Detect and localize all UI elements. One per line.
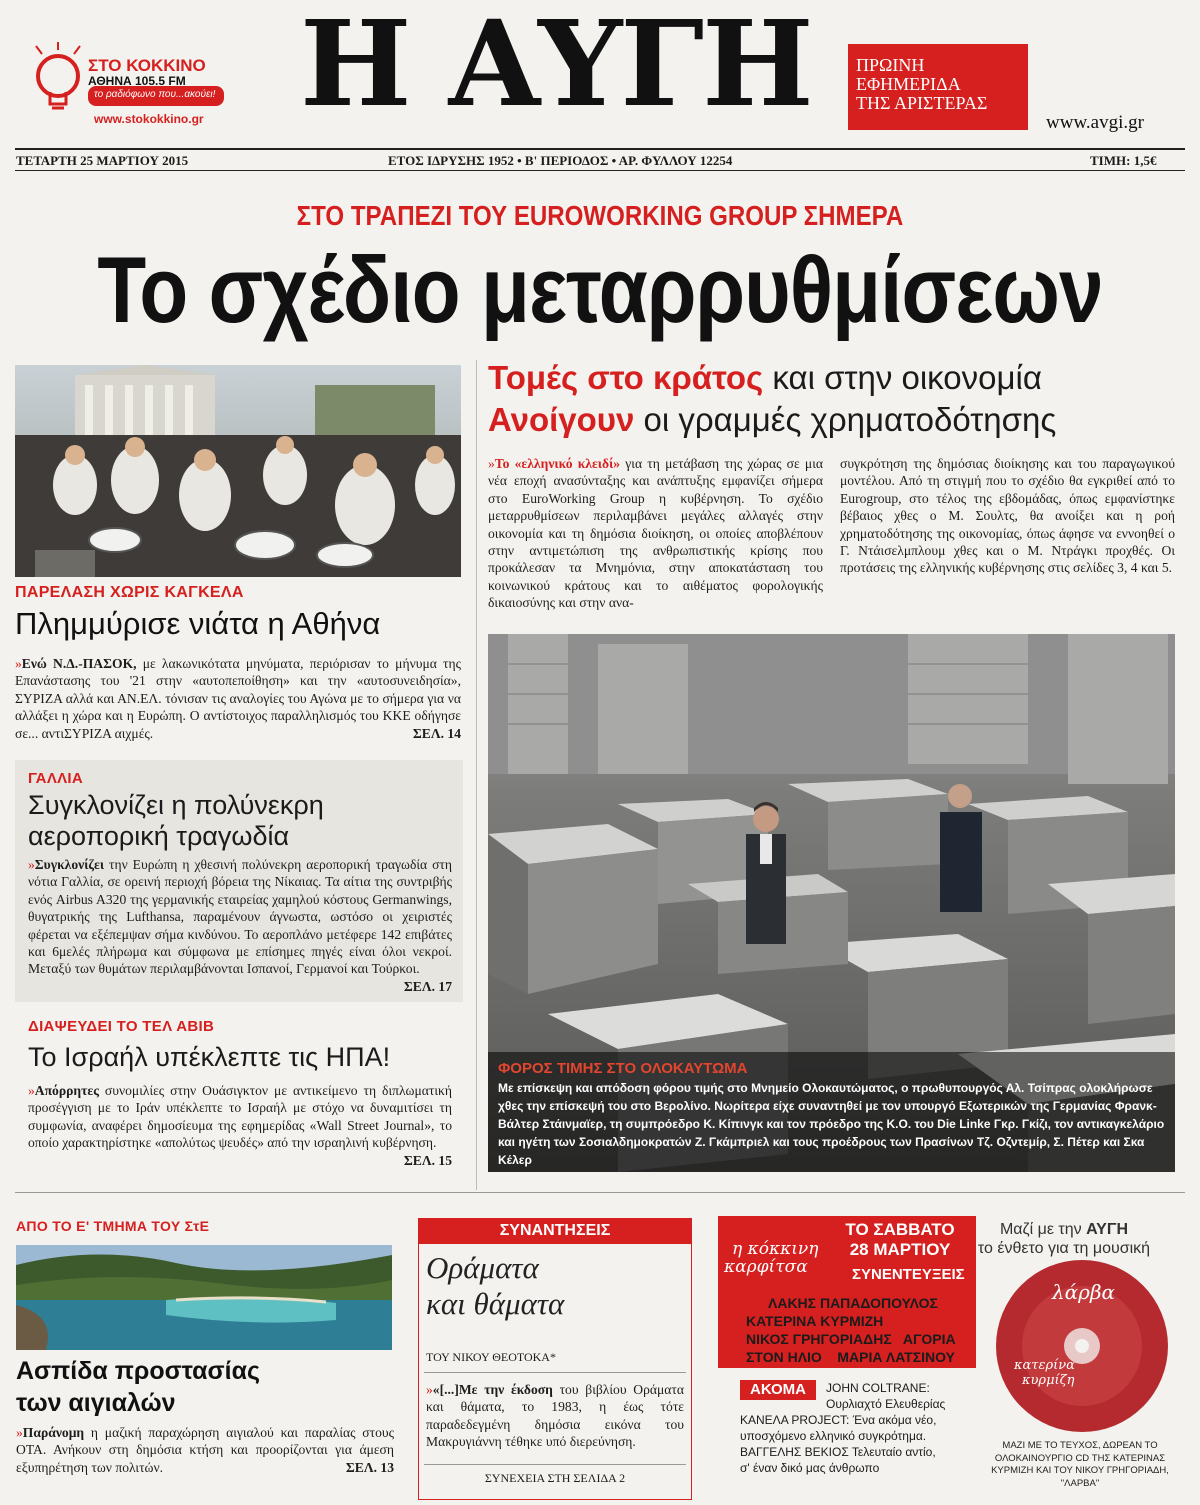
- meetings-lead-word: «[...]Με την έκδοση: [432, 1382, 553, 1397]
- subhead-1[interactable]: [488, 358, 1042, 398]
- beach-page-ref[interactable]: ΣΕΛ. 13: [345, 1459, 394, 1475]
- subhead-2-rest: οι γραμμές χρηματοδότησης: [634, 401, 1057, 438]
- promo-date-line-1: ΤΟ ΣΑΒΒΑΤΟ: [845, 1220, 955, 1239]
- arrow-icon: »: [16, 1425, 23, 1440]
- interview-name: ΑΓΟΡΙΑ: [902, 1331, 956, 1347]
- cd-disc[interactable]: [994, 1258, 1170, 1434]
- bulb-icon: [38, 56, 78, 96]
- cd-artist: [1014, 1358, 1075, 1388]
- tagline-box: [848, 44, 1028, 130]
- interview-name: ΜΑΡΙΑ ΛΑΤΣΙΝΟΥ: [837, 1349, 955, 1365]
- meetings-text: του βιβλίου Οράματα και θάματα, το 1983, η έως τότε παραδεδεγμένη δημόσια εικόνα του Μακρυγιάννη τέθηκε υπό διερεύνηση.: [426, 1382, 684, 1450]
- arrow-icon: »: [488, 456, 495, 471]
- main-body-col-2: συγκρότηση της δημόσιας διοίκησης και του παραγωγικού μοντέλου. Από τη στιγμή που το σχέδιο θα εγκριθεί από το Eurogroup, στο τέλος της εβδομάδας, όπως εμφανίστηκε βέβαιος χθες ο Μ. Σουλτς, θα ανοίξει και η ροή χρηματοδότησης της οικονομίας, όπως άφησε να εννοηθεί ο Γ. Ντάισελμπλουμ χθες και ο Μ. Ντράγκι προχθές. Οι προτάσεις της ελληνικής κυβέρνησης στις σελίδες 3, 4 και 5.: [840, 456, 1175, 576]
- israel-body: [28, 1082, 452, 1169]
- france-text: την Ευρώπη η χθεσινή πολύνεκρη αεροπορική τραγωδία στη νότια Γαλλία, σε ορεινή περιοχή βόρεια της Νίκαιας. Τα αίτια της συντριβής ενός Airbus A320 της γερμανικής εταιρείας χαμηλού κόστους Germanwings, θυγατρικής της Lufthansa, παραμένουν άγνωστα, ωστόσο οι χειριστές φέρεται να εξέπεμψαν σήμα κινδύνου. Το αεροπλάνο μετέφερε 142 επιβάτες και 6μελές πλήρωμα και σύμφωνα με επίσημες πηγές είναι όλοι νεκροί. Μεταξύ των θυμάτων περιλαμβάνονται Ισπανοί, Γερμανοί και Τούρκοι.: [28, 857, 452, 977]
- france-page-ref[interactable]: ΣΕΛ. 17: [403, 978, 452, 994]
- subhead-2[interactable]: [488, 400, 1056, 440]
- main-kicker: ΣΤΟ ΤΡΑΠΕΖΙ ΤΟΥ EUROWORKING GROUP ΣΗΜΕΡΑ: [296, 200, 904, 231]
- interview-name: ΣΤΟΝ ΗΛΙΟ: [746, 1349, 822, 1365]
- beach-lead-word: Παράνομη: [22, 1425, 85, 1440]
- header-rule-bottom: [15, 170, 1185, 171]
- column-divider: [476, 360, 477, 1190]
- interview-name: ΝΙΚΟΣ ΓΡΗΓΟΡΙΑΔΗΣ: [746, 1331, 892, 1347]
- interview-name: ΚΑΤΕΡΙΝΑ ΚΥΡΜΙΖΗ: [746, 1313, 884, 1329]
- also-item: JOHN COLTRANE:: [826, 1381, 930, 1395]
- also-item: ΚΑΝΕΛΑ PROJECT: Ένα ακόμα νέο,: [740, 1413, 937, 1427]
- arrow-icon: »: [28, 857, 35, 872]
- meetings-title-line-2: και θάματα: [426, 1286, 565, 1321]
- cd-artist-line-2: κυρμίζη: [1022, 1373, 1075, 1388]
- main-headline-text[interactable]: Το σχέδιο μεταρρυθμίσεων: [97, 237, 1103, 342]
- beach-body: [16, 1424, 394, 1476]
- beach-kicker: ΑΠΟ ΤΟ Ε' ΤΜΗΜΑ ΤΟΥ ΣτΕ: [16, 1218, 210, 1234]
- interviews-label: ΣΥΝΕΝΤΕΥΞΕΙΣ: [852, 1266, 965, 1283]
- red-pin-logo-line-2: καρφίτσα: [724, 1257, 808, 1277]
- parade-body: [15, 655, 461, 742]
- france-lead-word: Συγκλονίζει: [34, 857, 105, 872]
- arrow-icon: »: [15, 656, 22, 671]
- meetings-title[interactable]: [426, 1250, 564, 1322]
- cd-artist-line-1: κατερίνα: [1014, 1358, 1075, 1373]
- meetings-rule: [424, 1372, 686, 1373]
- radio-logo[interactable]: [28, 42, 238, 132]
- cd-title: λάρβα: [1052, 1280, 1116, 1304]
- tagline-line-2: ΕΦΗΜΕΡΙΔΑ: [856, 74, 961, 94]
- masthead[interactable]: Η ΑΥΓΗ: [300, 0, 812, 133]
- parade-photo: [15, 365, 461, 577]
- parade-page-ref[interactable]: ΣΕΛ. 14: [412, 725, 461, 741]
- photo-caption-body: Με επίσκεψη και απόδοση φόρου τιμής στο Μνημείο Ολοκαυτώματος, ο πρωθυπουργός Αλ. Τσίπρας ολοκλήρωσε χθες την επίσκεψή του στο Βερολίνο. Νωρίτερα είχε συναντηθεί με τον υπουργό Εξωτερικών της Γερμανίας Φρανκ-Βάλτερ Στάινμαϊερ, τη συμπρόεδρο Κ. Κίπινγκ και τον πρόεδρο της Κ.Ο. του Die Linke Γκρ. Γκίζι, τον αντικαγκελάριο και ηγέτη των Σοσιαλδημοκρατών Ζ. Γκάμπριελ και τους προέδρους των Πρασίνων Τζ. Οζντεμίρ, Σ. Πέτερ και Σκα Κέλερ: [498, 1081, 1165, 1167]
- parade-text: με λακωνικότατα μηνύματα, περιόρισαν το μήνυμα της Επανάστασης του '21 στην «αυτοπεποίθηση» και την «αυτοσυνειδησία», ΣΥΡΙΖΑ αλλά και ΑΝ.ΕΛ. τόνισαν τις αναλογίες του Αγώνα με το σήμερα για να αλλάξει η χώρα και η Ευρώπη. Ο αντίστοιχος παραλληλισμός του ΚΚΕ οδήγησε σε... αντιΣΥΡΙΖΑ αιχμές.: [15, 656, 461, 741]
- radio-freq: ΑΘΗΝΑ 105.5 FM: [88, 74, 186, 88]
- israel-headline[interactable]: Το Ισραήλ υπέκλεπτε τις ΗΠΑ!: [28, 1042, 391, 1072]
- parade-lead-word: Ενώ Ν.Δ.-ΠΑΣΟΚ,: [21, 656, 137, 671]
- red-pin-logo[interactable]: [724, 1240, 824, 1290]
- photo-caption-title: ΦΟΡΟΣ ΤΙΜΗΣ ΣΤΟ ΟΛΟΚΑΥΤΩΜΑ: [498, 1060, 748, 1077]
- also-item: σ' έναν δικό μας άνθρωπο: [740, 1461, 880, 1475]
- issue-date: ΤΕΤΑΡΤΗ 25 ΜΑΡΤΙΟΥ 2015: [16, 153, 189, 168]
- section-rule: [15, 1192, 1185, 1193]
- arrow-icon: »: [426, 1382, 433, 1397]
- meetings-body: [426, 1381, 684, 1451]
- red-pin-logo-line-1: η κόκκινη: [732, 1239, 819, 1259]
- subhead-1-rest: και στην οικονομία: [763, 359, 1042, 396]
- israel-text: συνομιλίες στην Ουάσιγκτον με αντικείμενο τη διπλωματική προσέγγιση με το Ιράν υπέκλεπτε το Ισραήλ με στόχο να δυναμιτίσει τη συμφωνία, αναφέρει δημοσίευμα της εφημερίδας «Wall Street Journal», το οποίο χαρακτηρίστηκε «απολύτως ψευδές» από την ισραηλινή κυβέρνηση.: [28, 1083, 452, 1151]
- beach-photo: [16, 1245, 392, 1350]
- beach-text: η μαζική παραχώρηση αιγιαλού και παραλίας στους ΟΤΑ. Ανήκουν στη δημόσια κτήση και προορίζονται για άμεση εξυπηρέτηση των πολιτών.: [16, 1425, 394, 1475]
- subhead-1-red: Τομές στο κράτος: [488, 359, 764, 396]
- tagline-line-3: ΤΗΣ ΑΡΙΣΤΕΡΑΣ: [856, 93, 988, 113]
- radio-slogan: το ραδιόφωνο που...ακούει!: [94, 89, 216, 100]
- main-body-col-1: [488, 455, 823, 612]
- main-lead-word: Το «ελληνικό κλειδί»: [494, 456, 621, 471]
- header-rule-top: [15, 148, 1185, 150]
- france-kicker: ΓΑΛΛΙΑ: [28, 770, 84, 787]
- main-col1-text: για τη μετάβαση της χώρας σε μια νέα εποχή ανασύνταξης και ανάπτυξης εμφανίζει σήμερα στο EuroWorking Group η κυβέρνηση. Το σχέδιο μεταρρυθμίσεων περιλαμβάνει μεγάλες αλλαγές στην οικονομία και τη δημόσια διοίκηση, οι οποίες αποβλέπουν στην αντιμετώπιση της ανθρωπιστικής κρίσης που προκάλεσαν τα Μνημόνια, στην αποκατάσταση του κοινωνικού κράτους και το αιθέματος φορολογικής δικαιοσύνης και στην ανα-: [488, 456, 823, 611]
- with-avgi-note: [964, 1220, 1164, 1258]
- issue-edition: ΕΤΟΣ ΙΔΡΥΣΗΣ 1952 • Β' ΠΕΡΙΟΔΟΣ • ΑΡ. ΦΥΛΛΟΥ 12254: [388, 153, 733, 168]
- meetings-bar: ΣΥΝΑΝΤΗΣΕΙΣ: [418, 1218, 692, 1244]
- beach-headline-line-2: των αιγιαλών: [16, 1389, 176, 1417]
- meetings-rule-2: [424, 1464, 686, 1465]
- subhead-2-red: Ανοίγουν: [488, 401, 635, 438]
- main-headline[interactable]: [90, 237, 1110, 342]
- tagline-line-1: ΠΡΩΙΝΗ: [856, 55, 925, 75]
- website-link[interactable]: www.avgi.gr: [1046, 112, 1144, 133]
- cd-caption: ΜΑΖΙ ΜΕ ΤΟ ΤΕΥΧΟΣ, ΔΩΡΕΑΝ ΤΟ ΟΛΟΚΑΙΝΟΥΡΓΙΟ CD ΤΗΣ ΚΑΤΕΡΙΝΑΣ ΚΥΡΜΙΖΗ ΚΑΙ ΤΟΥ ΝΙΚΟΥ ΓΡΗΓΟΡΙΑΔΗ, "ΛΑΡΒΑ": [991, 1440, 1169, 1489]
- arrow-icon: »: [28, 1083, 35, 1098]
- israel-lead-word: Απόρρητες: [34, 1083, 99, 1098]
- with-avgi-line-2: το ένθετο για τη μουσική: [977, 1240, 1151, 1257]
- also-item: Ουρλιαχτό Ελευθερίας: [826, 1397, 946, 1411]
- beach-headline[interactable]: [16, 1355, 260, 1419]
- radio-name: ΣΤΟ ΚΟΚΚΙΝΟ: [88, 56, 206, 75]
- meetings-author: ΤΟΥ ΝΙΚΟΥ ΘΕΟΤΟΚΑ*: [426, 1350, 556, 1364]
- israel-kicker: ΔΙΑΨΕΥΔΕΙ ΤΟ ΤΕΛ ΑΒΙΒ: [28, 1018, 215, 1035]
- beach-headline-line-1: Ασπίδα προστασίας: [16, 1357, 260, 1385]
- also-item: ΒΑΓΓΕΛΗΣ ΒΕΚΙΟΣ Τελευταίο αντίο,: [740, 1445, 936, 1459]
- also-item: υποσχόμενο ελληνικό συγκρότημα.: [740, 1429, 927, 1443]
- with-avgi-prefix: Μαζί με την: [999, 1221, 1087, 1238]
- interview-names: [740, 1294, 1030, 1366]
- parade-headline[interactable]: Πλημμύρισε νιάτα η Αθήνα: [15, 606, 381, 641]
- interview-name: ΛΑΚΗΣ ΠΑΠΑΔΟΠΟΥΛΟΣ: [768, 1295, 938, 1311]
- parade-kicker: ΠΑΡΕΛΑΣΗ ΧΩΡΙΣ ΚΑΓΚΕΛΑ: [15, 584, 244, 601]
- promo-date: [830, 1220, 970, 1260]
- issue-price: ΤΙΜΗ: 1,5€: [1090, 153, 1157, 168]
- france-headline[interactable]: Συγκλονίζει η πολύνεκρη αεροπορική τραγωδία: [28, 790, 324, 851]
- france-body: [28, 856, 452, 995]
- with-avgi-brand: ΑΥΓΗ: [1086, 1221, 1129, 1238]
- meetings-continue[interactable]: ΣΥΝΕΧΕΙΑ ΣΤΗ ΣΕΛΙΔΑ 2: [484, 1471, 626, 1485]
- also-label: ΑΚΟΜΑ: [740, 1380, 816, 1400]
- meetings-title-line-1: Οράματα: [426, 1250, 539, 1285]
- radio-url[interactable]: www.stokokkino.gr: [94, 112, 204, 126]
- israel-page-ref[interactable]: ΣΕΛ. 15: [403, 1152, 452, 1168]
- promo-date-line-2: 28 ΜΑΡΤΙΟΥ: [849, 1240, 951, 1259]
